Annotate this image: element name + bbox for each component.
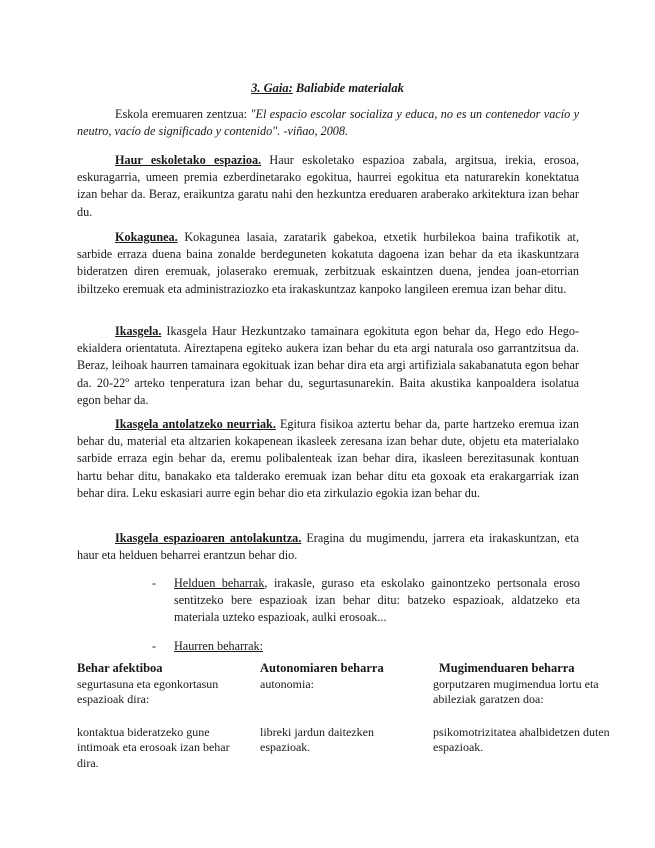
section-body: Egitura fisikoa aztertu behar da, parte hartzeko eremua izan behar du, material eta altzarien kokapenean ikasleek zeresana izan behar dute, objetu eta materialako sarbide erraza egin behar da, eremu polibalenteak izan behar dira, ikasleen berezitasunak kontuan hartu behar ditu, banakako eta talderako eremuak izan behar ditu eta goxoak eta erakargarriak izan behar dira. Leku eskasiari aurre egin behar dio eta zirkulazio egokia izan behar du. bbox=[77, 417, 579, 500]
column-cell: kontaktua bideratzeko gune intimoak eta erosoak izan behar dira. bbox=[77, 724, 230, 770]
bullet-label: Haurren beharrak: bbox=[174, 639, 263, 653]
column-cell: segurtasuna eta egonkortasun espazioak dira: bbox=[77, 676, 219, 706]
column-cell: autonomia: bbox=[260, 676, 314, 691]
intro-paragraph bbox=[77, 106, 579, 140]
column-cell: libreki jardun daitezken espazioak. bbox=[260, 724, 374, 754]
title-text: Baliabide materialak bbox=[292, 81, 404, 95]
needs-column bbox=[77, 661, 252, 771]
section-body: Kokagunea lasaia, zaratarik gabekoa, etxetik hurbilekoa baina trafikotik at, sarbide erraza duena baina zonalde berdeguneten kokatuta dagoena izan behar da eta ikaskuntzara bideratzen diren eremuak, jolaserako eremuak, zerbitzuak eskaintzen duena, jendea joan-etorrian ibiltzeko eremuak eta administraziozko eta irakaskuntzaz kanpoko langileen eremua izan behar ditu. bbox=[77, 230, 579, 296]
section-paragraph bbox=[77, 416, 579, 502]
list-item bbox=[152, 575, 580, 627]
section-body: Haur eskoletako espazioa zabala, argitsua, irekia, erosoa, eskuragarria, umeen premia ezberdinetarako egokitua, haurrei egokitua eta naturarekin konektatua izan behar da. Beraz, eraikuntza garatu nahi den hezkuntza ereduaren araberako arkitektura izan behar du. bbox=[77, 153, 579, 219]
title-number: 3. Gaia: bbox=[251, 81, 293, 95]
needs-column bbox=[433, 661, 618, 756]
section-paragraph bbox=[77, 152, 579, 221]
section-heading: Ikasgela espazioaren antolakuntza. bbox=[115, 531, 302, 545]
section-paragraph bbox=[77, 323, 579, 409]
section-body: Ikasgela Haur Hezkuntzako tamainara egokituta egon behar da, Hego edo Hego-ekialdera orientatuta. Aireztapena egiteko aukera izan behar du eta argi naturala oso garrantzitsua da. Beraz, leihoak haurren tamainara egokituak izan behar dira eta argi artifiziala sakabanatuta egon behar da. 20-22º arteko tenperatura izan behar du, segurtasunarekin. Baita akustika kanpoaldera isolatua egon behar da. bbox=[77, 324, 579, 407]
bullet-label: Helduen beharrak bbox=[174, 576, 265, 590]
page-title bbox=[0, 81, 655, 96]
bullet-dash: - bbox=[152, 639, 157, 653]
intro-lead: Eskola eremuaren zentzua: bbox=[115, 107, 251, 121]
section-heading: Haur eskoletako espazioa. bbox=[115, 153, 262, 167]
column-cell: psikomotrizitatea ahalbidetzen duten espazioak. bbox=[433, 724, 610, 754]
needs-column bbox=[260, 661, 420, 756]
list-item bbox=[152, 638, 580, 655]
column-header: Mugimenduaren beharra bbox=[439, 661, 575, 675]
section-heading: Ikasgela. bbox=[115, 324, 162, 338]
intro-quote: "El espacio escolar socializa y educa, no es un contenedor vacío y neutro, vacío de significado y contenido". -viñao, 2008. bbox=[77, 107, 579, 139]
section-paragraph bbox=[77, 229, 579, 298]
column-header: Behar afektiboa bbox=[77, 661, 163, 675]
bullet-dash: - bbox=[152, 576, 157, 590]
section-heading: Kokagunea. bbox=[115, 230, 178, 244]
column-cell: gorputzaren mugimendua lortu eta abileziak garatzen doa: bbox=[433, 676, 599, 706]
column-header: Autonomiaren beharra bbox=[260, 661, 384, 675]
section-paragraph bbox=[77, 530, 579, 564]
bullet-body: , irakasle, guraso eta eskolako gainontzeko pertsonala eroso sentitzeko bere espazioak izan behar ditu: batzeko espazioak, aldatzeko eta materiala uzteko espazioak, aulki erosoak... bbox=[174, 576, 580, 625]
section-heading: Ikasgela antolatzeko neurriak. bbox=[115, 417, 276, 431]
section-body: Eragina du mugimendu, jarrera eta irakaskuntzan, eta haur eta helduen beharrei erantzun behar dio. bbox=[77, 531, 580, 563]
